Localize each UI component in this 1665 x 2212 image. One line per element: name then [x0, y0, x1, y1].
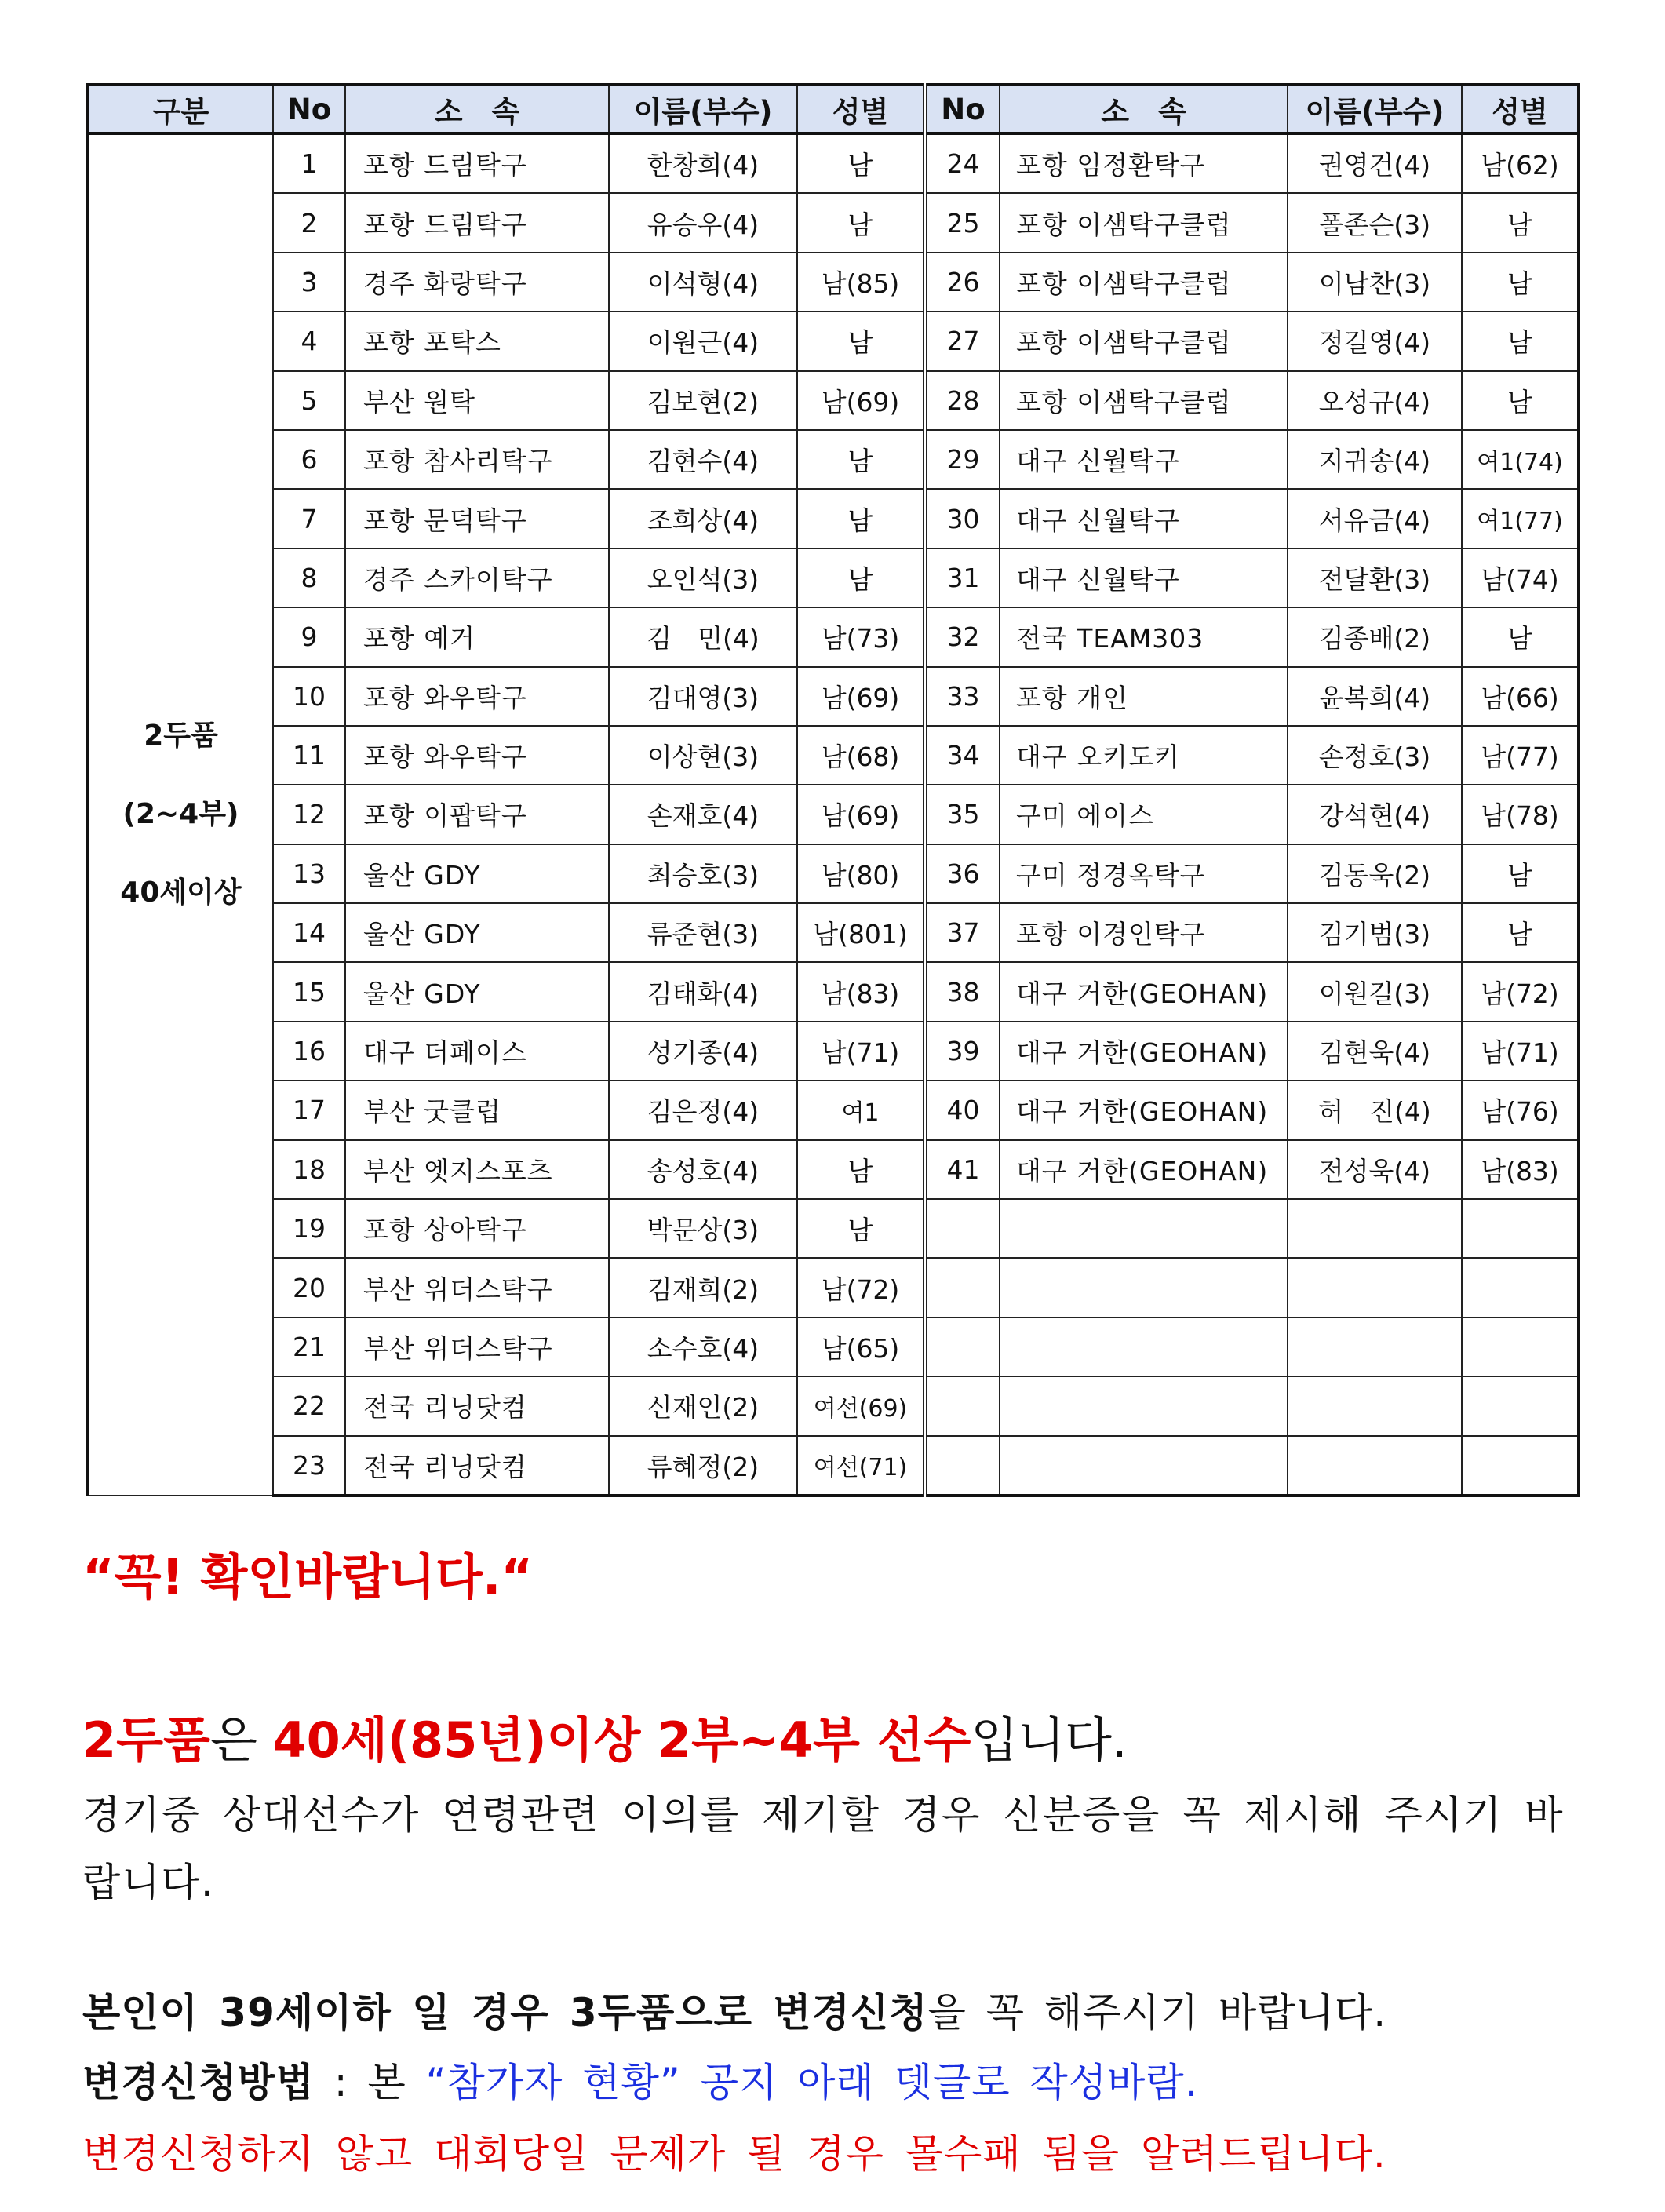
row-number: 36	[925, 844, 1000, 903]
affiliation-cell: 포항 이경인탁구	[1000, 903, 1288, 962]
name-cell: 이원길(3)	[1288, 962, 1462, 1021]
gender-cell: 남(83)	[1462, 1140, 1579, 1199]
row-number: 23	[273, 1436, 345, 1496]
affiliation-cell: 전국 리닝닷컴	[345, 1436, 609, 1496]
table-row	[88, 133, 1579, 193]
affiliation-cell: 포항 상아탁구	[345, 1199, 609, 1258]
affiliation-cell: 부산 원탁	[345, 371, 609, 430]
row-number: 40	[925, 1080, 1000, 1139]
row-number: 34	[925, 726, 1000, 785]
affiliation-cell	[1000, 1376, 1288, 1435]
affiliation-cell: 부산 위더스탁구	[345, 1317, 609, 1376]
gender-cell: 남	[797, 193, 925, 252]
gender-cell: 남	[797, 489, 925, 548]
affiliation-cell: 전국 TEAM303	[1000, 607, 1288, 666]
name-cell: 손재호(4)	[609, 785, 797, 844]
gender-cell: 여1	[797, 1080, 925, 1139]
gender-cell: 남(66)	[1462, 667, 1579, 726]
row-number: 11	[273, 726, 345, 785]
affiliation-cell: 포항 이샘탁구클럽	[1000, 253, 1288, 312]
affiliation-cell: 포항 참사리탁구	[345, 430, 609, 489]
gender-cell	[1462, 1376, 1579, 1435]
name-cell: 폴존슨(3)	[1288, 193, 1462, 252]
gender-cell: 남	[797, 312, 925, 370]
name-cell: 손정호(3)	[1288, 726, 1462, 785]
row-number: 3	[273, 253, 345, 312]
row-number	[925, 1317, 1000, 1376]
gender-cell: 남(69)	[797, 371, 925, 430]
row-number	[925, 1436, 1000, 1496]
gender-cell: 남(71)	[797, 1022, 925, 1080]
gender-cell: 남	[797, 1140, 925, 1199]
table-row	[88, 489, 1579, 548]
name-cell: 이상현(3)	[609, 726, 797, 785]
gender-cell: 여선(71)	[797, 1436, 925, 1496]
category-line2: (2~4부)	[122, 798, 239, 831]
row-number: 30	[925, 489, 1000, 548]
forfeit-warning: 변경신청하지 않고 대회당일 문제가 될 경우 몰수패 됨을 알려드립니다.	[82, 2131, 1386, 2177]
change-request-condition: 본인이 39세이하 일 경우 3두품으로 변경신청	[82, 1990, 928, 2035]
table-row	[88, 667, 1579, 726]
row-number: 32	[925, 607, 1000, 666]
name-cell: 허 진(4)	[1288, 1080, 1462, 1139]
affiliation-cell: 부산 굿클럽	[345, 1080, 609, 1139]
row-number: 5	[273, 371, 345, 430]
name-cell: 조희상(4)	[609, 489, 797, 548]
name-cell: 이석형(4)	[609, 253, 797, 312]
table-row	[88, 1317, 1579, 1376]
table-row	[88, 312, 1579, 370]
name-cell: 김현수(4)	[609, 430, 797, 489]
name-cell: 김현욱(4)	[1288, 1022, 1462, 1080]
name-cell: 박문상(3)	[609, 1199, 797, 1258]
header-gender-right: 성별	[1462, 85, 1579, 133]
table-row	[88, 1199, 1579, 1258]
affiliation-cell: 울산 GDY	[345, 903, 609, 962]
change-method-text: “참가자 현황” 공지 아래 뎃글로 작성바람.	[425, 2060, 1198, 2105]
gender-cell: 여1(74)	[1462, 430, 1579, 489]
table-row	[88, 253, 1579, 312]
row-number: 22	[273, 1376, 345, 1435]
affiliation-cell: 대구 오키도키	[1000, 726, 1288, 785]
row-number: 6	[273, 430, 345, 489]
affiliation-cell	[1000, 1317, 1288, 1376]
gender-cell: 남	[1462, 193, 1579, 252]
roster-table	[86, 83, 1580, 1497]
row-number: 29	[925, 430, 1000, 489]
gender-cell: 남	[1462, 607, 1579, 666]
name-cell: 김은정(4)	[609, 1080, 797, 1139]
header-name-right: 이름(부수)	[1288, 85, 1462, 133]
row-number: 39	[925, 1022, 1000, 1080]
row-number: 17	[273, 1080, 345, 1139]
gender-cell: 남(74)	[1462, 548, 1579, 607]
affiliation-cell: 부산 엣지스포츠	[345, 1140, 609, 1199]
table-row	[88, 1022, 1579, 1080]
name-cell: 오성규(4)	[1288, 371, 1462, 430]
gender-cell: 남(68)	[797, 726, 925, 785]
header-no: No	[273, 85, 345, 133]
name-cell	[1288, 1317, 1462, 1376]
affiliation-cell: 경주 화랑탁구	[345, 253, 609, 312]
affiliation-cell: 포항 드림탁구	[345, 193, 609, 252]
name-cell	[1288, 1436, 1462, 1496]
row-number: 37	[925, 903, 1000, 962]
table-row	[88, 371, 1579, 430]
name-cell: 유승우(4)	[609, 193, 797, 252]
name-cell: 김 민(4)	[609, 607, 797, 666]
affiliation-cell: 포항 와우탁구	[345, 726, 609, 785]
name-cell: 최승호(3)	[609, 844, 797, 903]
row-number: 41	[925, 1140, 1000, 1199]
gender-cell: 남(77)	[1462, 726, 1579, 785]
row-number: 38	[925, 962, 1000, 1021]
name-cell: 류준현(3)	[609, 903, 797, 962]
row-number: 16	[273, 1022, 345, 1080]
name-cell: 권영건(4)	[1288, 133, 1462, 193]
gender-cell: 남	[1462, 903, 1579, 962]
eligibility-text-2: 입니다.	[971, 1711, 1128, 1769]
category-line1: 2두품	[144, 720, 218, 753]
affiliation-cell: 포항 예거	[345, 607, 609, 666]
row-number: 35	[925, 785, 1000, 844]
row-number: 33	[925, 667, 1000, 726]
name-cell: 전달환(3)	[1288, 548, 1462, 607]
row-number: 14	[273, 903, 345, 962]
affiliation-cell: 대구 거한(GEOHAN)	[1000, 1080, 1288, 1139]
row-number: 9	[273, 607, 345, 666]
name-cell: 강석현(4)	[1288, 785, 1462, 844]
gender-cell: 남	[1462, 371, 1579, 430]
affiliation-cell: 구미 정경옥탁구	[1000, 844, 1288, 903]
name-cell: 김종배(2)	[1288, 607, 1462, 666]
table-row	[88, 1436, 1579, 1496]
row-number: 4	[273, 312, 345, 370]
eligibility-text-1: 은	[209, 1711, 273, 1769]
affiliation-cell: 대구 거한(GEOHAN)	[1000, 1140, 1288, 1199]
row-number: 25	[925, 193, 1000, 252]
row-number: 26	[925, 253, 1000, 312]
name-cell: 윤복희(4)	[1288, 667, 1462, 726]
row-number: 21	[273, 1317, 345, 1376]
table-row	[88, 726, 1579, 785]
table-row	[88, 1376, 1579, 1435]
warning-title: “꼭! 확인바랍니다.“	[82, 1548, 534, 1605]
affiliation-cell: 포항 이팝탁구	[345, 785, 609, 844]
header-affiliation-right: 소 속	[1000, 85, 1288, 133]
affiliation-cell: 포항 와우탁구	[345, 667, 609, 726]
affiliation-cell	[1000, 1199, 1288, 1258]
affiliation-cell: 포항 문덕탁구	[345, 489, 609, 548]
gender-cell	[1462, 1317, 1579, 1376]
affiliation-cell: 대구 신월탁구	[1000, 489, 1288, 548]
gender-cell: 남	[797, 1199, 925, 1258]
affiliation-cell: 포항 이샘탁구클럽	[1000, 193, 1288, 252]
row-number: 12	[273, 785, 345, 844]
name-cell: 소수호(4)	[609, 1317, 797, 1376]
row-number	[925, 1199, 1000, 1258]
name-cell: 오인석(3)	[609, 548, 797, 607]
name-cell: 김동욱(2)	[1288, 844, 1462, 903]
gender-cell: 남(71)	[1462, 1022, 1579, 1080]
affiliation-cell: 대구 거한(GEOHAN)	[1000, 962, 1288, 1021]
table-row	[88, 1140, 1579, 1199]
name-cell: 김기범(3)	[1288, 903, 1462, 962]
name-cell: 김보현(2)	[609, 371, 797, 430]
change-method-sep: : 본	[314, 2060, 426, 2105]
table-row	[88, 785, 1579, 844]
header-name: 이름(부수)	[609, 85, 797, 133]
row-number: 19	[273, 1199, 345, 1258]
affiliation-cell: 대구 신월탁구	[1000, 430, 1288, 489]
table-row	[88, 1258, 1579, 1317]
affiliation-cell: 포항 이샘탁구클럽	[1000, 371, 1288, 430]
gender-cell: 남(72)	[797, 1258, 925, 1317]
affiliation-cell: 대구 거한(GEOHAN)	[1000, 1022, 1288, 1080]
roster-body	[88, 133, 1579, 1496]
affiliation-cell: 포항 임정환탁구	[1000, 133, 1288, 193]
division-name: 2두품	[82, 1711, 210, 1769]
header-no-right: No	[925, 85, 1000, 133]
name-cell: 한창희(4)	[609, 133, 797, 193]
name-cell: 신재인(2)	[609, 1376, 797, 1435]
gender-cell	[1462, 1199, 1579, 1258]
affiliation-cell	[1000, 1258, 1288, 1317]
affiliation-cell	[1000, 1436, 1288, 1496]
row-number: 18	[273, 1140, 345, 1199]
header-gender: 성별	[797, 85, 925, 133]
name-cell: 김대영(3)	[609, 667, 797, 726]
name-cell	[1288, 1199, 1462, 1258]
gender-cell: 여선(69)	[797, 1376, 925, 1435]
gender-cell: 남(65)	[797, 1317, 925, 1376]
row-number	[925, 1376, 1000, 1435]
gender-cell: 남(69)	[797, 785, 925, 844]
name-cell: 이남찬(3)	[1288, 253, 1462, 312]
row-number: 8	[273, 548, 345, 607]
change-request-line	[82, 1981, 1587, 2038]
gender-cell: 남(801)	[797, 903, 925, 962]
row-number: 28	[925, 371, 1000, 430]
row-number: 13	[273, 844, 345, 903]
row-number: 31	[925, 548, 1000, 607]
gender-cell: 남(85)	[797, 253, 925, 312]
row-number: 20	[273, 1258, 345, 1317]
gender-cell: 남(72)	[1462, 962, 1579, 1021]
gender-cell: 남(78)	[1462, 785, 1579, 844]
gender-cell: 남(83)	[797, 962, 925, 1021]
affiliation-cell: 경주 스카이탁구	[345, 548, 609, 607]
category-cell	[88, 133, 273, 1496]
row-number: 1	[273, 133, 345, 193]
gender-cell: 남	[1462, 253, 1579, 312]
affiliation-cell: 대구 더페이스	[345, 1022, 609, 1080]
affiliation-cell: 포항 이샘탁구클럽	[1000, 312, 1288, 370]
affiliation-cell: 울산 GDY	[345, 962, 609, 1021]
name-cell: 지귀송(4)	[1288, 430, 1462, 489]
table-row	[88, 430, 1579, 489]
row-number: 15	[273, 962, 345, 1021]
gender-cell	[1462, 1258, 1579, 1317]
table-row	[88, 1080, 1579, 1139]
name-cell: 김재희(2)	[609, 1258, 797, 1317]
header-affiliation: 소 속	[345, 85, 609, 133]
name-cell: 정길영(4)	[1288, 312, 1462, 370]
gender-cell: 남	[797, 430, 925, 489]
affiliation-cell: 대구 신월탁구	[1000, 548, 1288, 607]
table-row	[88, 962, 1579, 1021]
row-number: 27	[925, 312, 1000, 370]
name-cell: 김태화(4)	[609, 962, 797, 1021]
category-line3: 40세이상	[120, 876, 242, 909]
table-row	[88, 548, 1579, 607]
gender-cell: 남(73)	[797, 607, 925, 666]
gender-cell: 남	[797, 133, 925, 193]
affiliation-cell: 포항 드림탁구	[345, 133, 609, 193]
table-row	[88, 844, 1579, 903]
gender-cell: 여1(77)	[1462, 489, 1579, 548]
header-category: 구분	[88, 85, 273, 133]
table-row	[88, 607, 1579, 666]
name-cell: 전성욱(4)	[1288, 1140, 1462, 1199]
affiliation-cell: 전국 리닝닷컴	[345, 1376, 609, 1435]
row-number: 24	[925, 133, 1000, 193]
name-cell: 서유금(4)	[1288, 489, 1462, 548]
change-method-label: 변경신청방법	[82, 2060, 315, 2105]
row-number: 10	[273, 667, 345, 726]
gender-cell: 남(62)	[1462, 133, 1579, 193]
table-row	[88, 903, 1579, 962]
eligibility-criteria: 40세(85년)이상 2부~4부 선수	[272, 1711, 971, 1769]
gender-cell: 남	[797, 548, 925, 607]
gender-cell: 남	[1462, 312, 1579, 370]
change-method-line	[82, 2051, 1587, 2108]
name-cell: 송성호(4)	[609, 1140, 797, 1199]
gender-cell: 남	[1462, 844, 1579, 903]
row-number: 2	[273, 193, 345, 252]
affiliation-cell: 포항 개인	[1000, 667, 1288, 726]
gender-cell: 남(69)	[797, 667, 925, 726]
name-cell: 성기종(4)	[609, 1022, 797, 1080]
name-cell	[1288, 1258, 1462, 1317]
affiliation-cell: 포항 포탁스	[345, 312, 609, 370]
row-number	[925, 1258, 1000, 1317]
affiliation-cell: 구미 에이스	[1000, 785, 1288, 844]
name-cell	[1288, 1376, 1462, 1435]
table-row	[88, 193, 1579, 252]
change-request-text: 을 꼭 해주시기 바랍니다.	[927, 1990, 1387, 2035]
gender-cell: 남(76)	[1462, 1080, 1579, 1139]
eligibility-line	[82, 1701, 1587, 1771]
gender-cell: 남(80)	[797, 844, 925, 903]
affiliation-cell: 울산 GDY	[345, 844, 609, 903]
name-cell: 이원근(4)	[609, 312, 797, 370]
gender-cell	[1462, 1436, 1579, 1496]
header-row	[88, 85, 1579, 133]
row-number: 7	[273, 489, 345, 548]
id-notice: 경기중 상대선수가 연령관련 이의를 제기할 경우 신분증을 꼭 제시해 주시기 바랍니다.	[82, 1792, 1565, 1905]
affiliation-cell: 부산 위더스탁구	[345, 1258, 609, 1317]
name-cell: 류혜정(2)	[609, 1436, 797, 1496]
